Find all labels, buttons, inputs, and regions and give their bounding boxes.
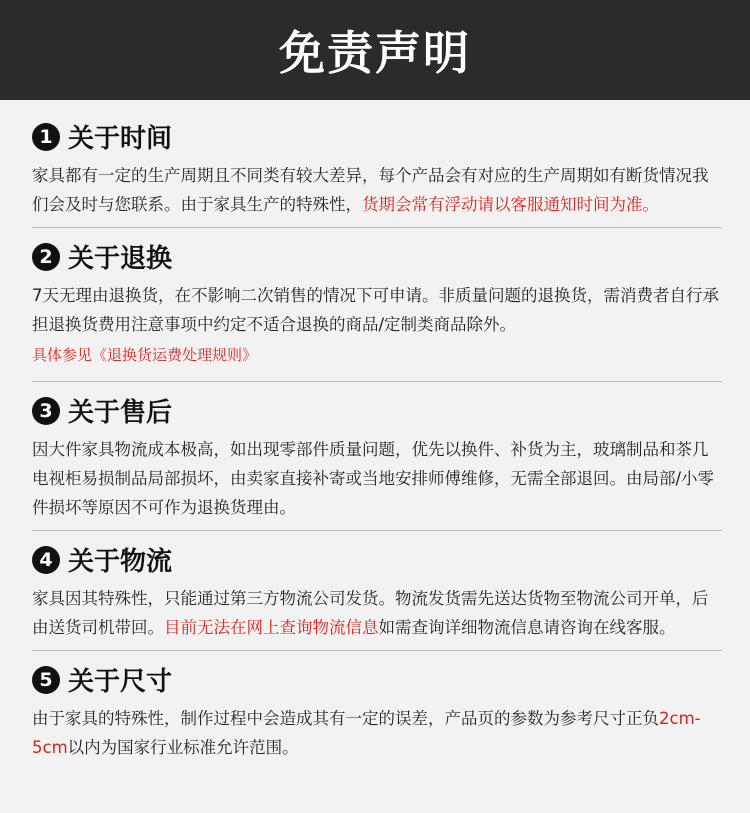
text-normal: 以内为国家行业标准允许范围。 xyxy=(67,738,299,757)
text-highlight: 目前无法在网上查询物流信息 xyxy=(164,618,379,637)
section-time xyxy=(32,118,722,228)
section-title xyxy=(32,238,722,275)
section-title xyxy=(32,392,722,429)
number-badge-icon: 1 xyxy=(32,123,60,151)
text-highlight: 2cm-5cm xyxy=(32,709,701,757)
section-text: 因大件家具物流成本极高，如出现零部件质量问题，优先以换件、补货为主，玻璃制品和茶几电视柜易损制品局部损坏，由卖家直接补寄或当地安排师傅维修，无需全部退回。由局部/小零件损坏等原因不可作为退换货理由。 xyxy=(32,440,715,517)
text-normal: 家具因其特殊性，只能通过第三方物流公司发货。物流发货需先送达货物至物流公司开单，后由送货司机带回。 xyxy=(32,589,709,637)
section-heading: 关于物流 xyxy=(68,547,173,577)
section-text xyxy=(32,161,722,219)
section-return xyxy=(32,238,722,382)
section-heading: 关于退换 xyxy=(68,244,173,274)
section-text xyxy=(32,584,722,642)
section-heading: 关于时间 xyxy=(68,124,173,154)
section-size xyxy=(32,661,722,762)
section-text xyxy=(32,704,722,762)
section-title xyxy=(32,661,722,698)
section-text: 7天无理由退换货，在不影响二次销售的情况下可申请。非质量问题的退换货，需消费者自行承担退换货费用注意事项中约定不适合退换的商品/定制类商品除外。 xyxy=(32,286,719,334)
disclaimer-content xyxy=(0,100,750,762)
number-badge-icon: 4 xyxy=(32,546,60,574)
text-normal: 由于家具的特殊性，制作过程中会造成其有一定的误差，产品页的参数为参考尺寸正负 xyxy=(32,709,659,728)
number-badge-icon: 5 xyxy=(32,666,60,694)
number-badge-icon: 2 xyxy=(32,243,60,271)
text-normal: 如需查询详细物流信息请咨询在线客服。 xyxy=(378,618,676,637)
section-aftersales xyxy=(32,392,722,531)
text-normal: 家具都有一定的生产周期且不同类有较大差异，每个产品会有对应的生产周期如有断货情况我们会及时与您联系。由于家具生产的特殊性， xyxy=(32,166,709,214)
section-title xyxy=(32,118,722,155)
return-policy-note: 具体参见《退换货运费处理规则》 xyxy=(32,346,258,364)
number-badge-icon: 3 xyxy=(32,397,60,425)
section-heading: 关于售后 xyxy=(68,398,173,428)
section-heading: 关于尺寸 xyxy=(68,667,173,697)
header-banner xyxy=(0,0,750,100)
page-title: 免责声明 xyxy=(279,26,471,80)
section-title xyxy=(32,541,722,578)
section-logistics xyxy=(32,541,722,651)
text-highlight: 货期会常有浮动请以客服通知时间为准。 xyxy=(362,195,659,214)
